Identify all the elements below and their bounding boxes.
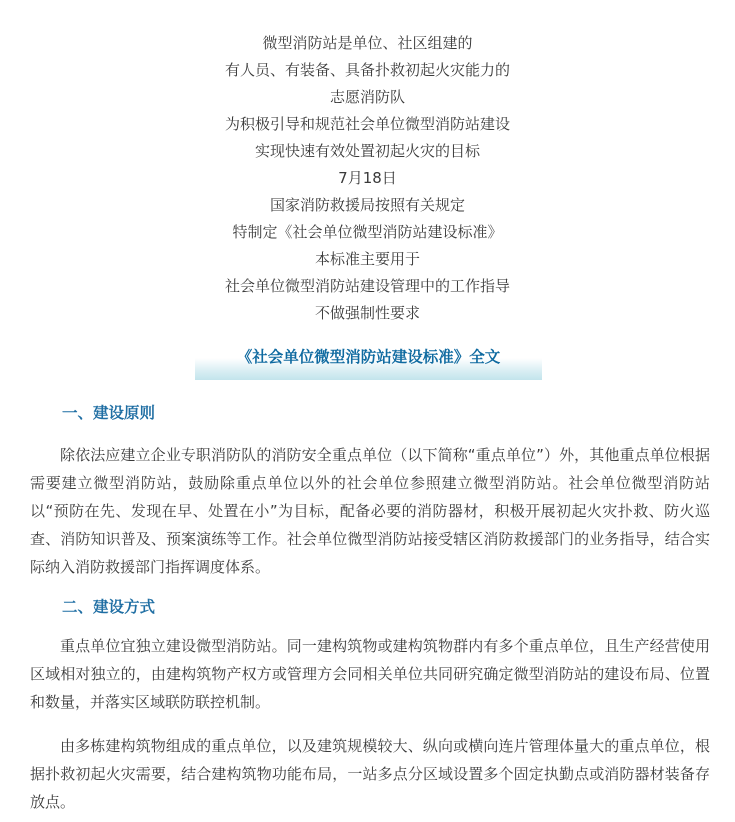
section-paragraph: 除依法应建立企业专职消防队的消防安全重点单位（以下简称“重点单位”）外，其他重点单位根据需要建立微型消防站，鼓励除重点单位以外的社会单位参照建立微型消防站。社会单位微型消防站以“预防在先、发现在早、处置在小”为目标，配备必要的消防器材，积极开展初起火灾扑救、防火巡查、消防知识普及、预案演练等工作。社会单位微型消防站接受辖区消防救援部门的业务指导，结合实际纳入消防救援部门指挥调度体系。 bbox=[30, 446, 710, 576]
intro-line: 为积极引导和规范社会单位微型消防站建设 bbox=[224, 115, 510, 133]
intro-line: 本标准主要用于 bbox=[314, 250, 420, 268]
intro-line: 国家消防救援局按照有关规定 bbox=[269, 196, 465, 214]
intro-line: 7月18日 bbox=[338, 169, 397, 187]
section-heading-methods: 二、建设方式 bbox=[62, 598, 156, 616]
intro-text-block bbox=[0, 30, 735, 327]
intro-line: 微型消防站是单位、社区组建的 bbox=[262, 34, 473, 52]
intro-line: 社会单位微型消防站建设管理中的工作指导 bbox=[224, 277, 510, 295]
full-text-banner bbox=[195, 340, 542, 380]
intro-line: 有人员、有装备、具备扑救初起火灾能力的 bbox=[224, 61, 510, 79]
intro-line: 实现快速有效处置初起火灾的目标 bbox=[254, 142, 480, 160]
section-paragraph: 重点单位宜独立建设微型消防站。同一建构筑物或建构筑物群内有多个重点单位，且生产经营使用区域相对独立的，由建构筑物产权方或管理方会同相关单位共同研究确定微型消防站的建设布局、位置和数量，并落实区域联防联控机制。 bbox=[30, 637, 710, 711]
section-paragraph: 由多栋建构筑物组成的重点单位，以及建筑规模较大、纵向或横向连片管理体量大的重点单位，根据扑救初起火灾需要，结合建构筑物功能布局，一站多点分区域设置多个固定执勤点或消防器材装备存放点。 bbox=[30, 737, 710, 811]
intro-line: 不做强制性要求 bbox=[314, 304, 420, 322]
intro-line: 志愿消防队 bbox=[329, 88, 405, 106]
intro-line: 特制定《社会单位微型消防站建设标准》 bbox=[232, 223, 503, 241]
section-heading-principles: 一、建设原则 bbox=[62, 404, 156, 422]
banner-title: 《社会单位微型消防站建设标准》全文 bbox=[236, 348, 501, 366]
